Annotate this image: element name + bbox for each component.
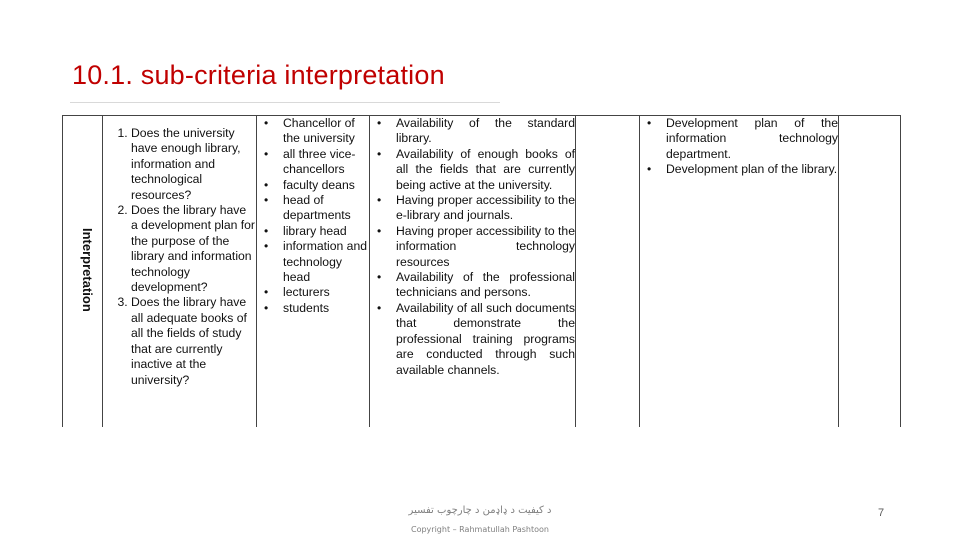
- list-item: • Chancellor of the university: [257, 116, 369, 147]
- list-item: 2. Does the library have a development plan for the purpose of the library and information technology development?: [131, 203, 256, 295]
- footer-rtl-text: د کیفیت د ډاډمن د چارچوب تفسیر: [408, 505, 552, 516]
- list-item: • Availability of the standard library.: [370, 116, 575, 147]
- slide-title: 10.1. sub-criteria interpretation: [72, 60, 445, 90]
- empty-cell: [576, 116, 640, 428]
- list-item: • students: [257, 301, 369, 316]
- list-item: • lecturers: [257, 285, 369, 300]
- list-item: • faculty deans: [257, 178, 369, 193]
- footer-copyright: Copyright – Rahmatullah Pashtoon: [411, 525, 549, 534]
- title-divider: [70, 102, 500, 103]
- respondents-list: [257, 116, 369, 316]
- list-item: • Development plan of the library.: [640, 162, 838, 177]
- list-item: • Having proper accessibility to the information technology resources: [370, 224, 575, 270]
- table-row: [63, 116, 901, 428]
- evidence-list: [640, 116, 838, 178]
- list-item: • Availability of enough books of all the fields that are currently being active at the university.: [370, 147, 575, 193]
- list-item: • information and technology head: [257, 239, 369, 285]
- page-number: 7: [878, 507, 885, 519]
- questions-cell: [103, 116, 257, 428]
- row-label-cell: [63, 116, 103, 428]
- evidence-cell: [640, 116, 839, 428]
- list-item: • Having proper accessibility to the e-library and journals.: [370, 193, 575, 224]
- list-item: 3. Does the library have all adequate books of all the fields of study that are currently inactive at the university?: [131, 295, 256, 387]
- list-item: 1. Does the university have enough library, information and technological resources?: [131, 126, 256, 203]
- list-item: • Availability of all such documents that demonstrate the professional training programs are conducted through such available channels.: [370, 301, 575, 378]
- questions-list: [103, 126, 256, 388]
- empty-cell: [839, 116, 901, 428]
- criteria-table: [62, 115, 901, 427]
- list-item: • head of departments: [257, 193, 369, 224]
- list-item: • all three vice-chancellors: [257, 147, 369, 178]
- respondents-cell: [257, 116, 370, 428]
- list-item: • Development plan of the information technology department.: [640, 116, 838, 162]
- criteria-cell: [370, 116, 576, 428]
- list-item: • Availability of the professional technicians and persons.: [370, 270, 575, 301]
- list-item: • library head: [257, 224, 369, 239]
- criteria-list: [370, 116, 575, 378]
- row-label: Interpretation: [80, 228, 95, 312]
